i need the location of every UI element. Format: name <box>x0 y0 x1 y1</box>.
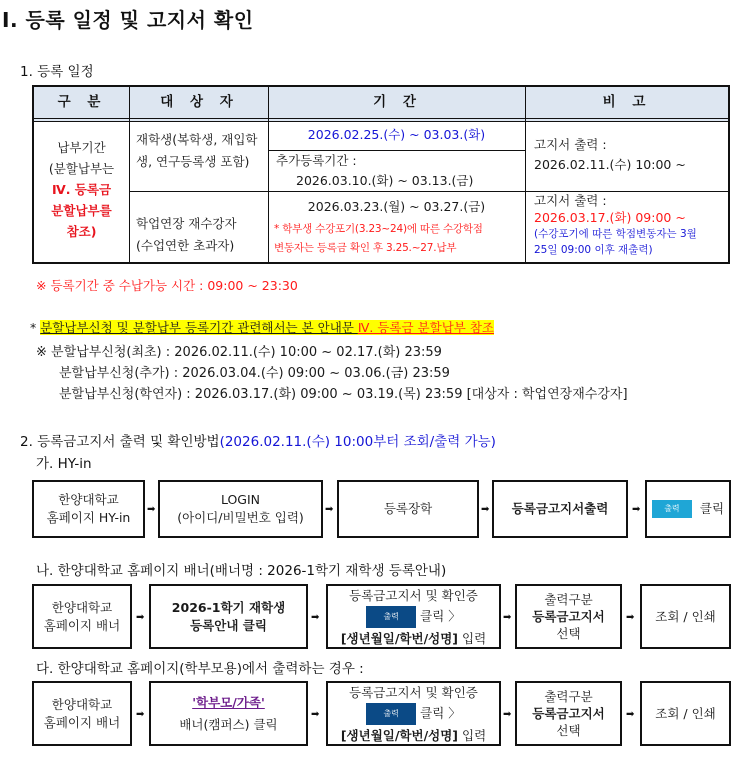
step-text: [생년월일/학번/성명] <box>340 630 459 646</box>
parent-family-banner-link[interactable]: '학부모/가족' <box>192 694 265 710</box>
schedule-table <box>32 85 730 264</box>
step-text: 출력구분 <box>544 592 593 607</box>
row1-note <box>534 135 724 175</box>
step-text: 한양대학교 <box>58 492 119 507</box>
period-note-text: 변동자는 등록금 확인 후 3.25.~27.납부 <box>274 242 457 254</box>
flow-a-step-3 <box>337 480 479 538</box>
target-text: (수업연한 초과자) <box>136 238 235 253</box>
step-text: [생년월일/학번/성명] <box>340 727 459 743</box>
installment-line: 분할납부신청(학연자) : 2026.03.17.(화) 09:00 ~ 03.19.(목) 23:59 [대상자 : 학업연장재수강자] <box>59 387 628 402</box>
flow-c-step-1 <box>32 681 132 746</box>
row1-period-main: 2026.02.25.(수) ~ 03.03.(화) <box>307 127 486 142</box>
note-text: 고지서 출력 : <box>534 137 607 152</box>
flow-c-step-3 <box>326 681 501 746</box>
flow-b-step-4 <box>515 584 622 649</box>
note-text: 2026.02.11.(수) 10:00 ~ <box>534 157 686 172</box>
arrow-right-icon: ➡ <box>147 504 156 515</box>
target-text: 재학생(복학생, 재입학 <box>136 132 258 147</box>
row2-target <box>136 213 266 257</box>
arrow-right-icon: ➡ <box>503 709 512 720</box>
note-text: (수강포기에 따른 학점변동자는 3월 <box>534 228 697 240</box>
print-button[interactable]: 출력 <box>366 606 416 628</box>
payment-hours-note: ※ 등록기간 중 수납가능 시간 : 09:00 ~ 23:30 <box>36 278 298 293</box>
section-2-heading <box>20 430 496 450</box>
installment-line: 분할납부신청(추가) : 2026.03.04.(수) 09:00 ~ 03.06.(금) 23:59 <box>59 366 450 381</box>
arrow-right-icon: ➡ <box>626 709 635 720</box>
arrow-right-icon: ➡ <box>325 504 334 515</box>
step-text: 등록안내 클릭 <box>190 617 267 633</box>
step-text: 홈페이지 배너 <box>43 617 121 633</box>
installment-ref: Ⅳ. 등록금 분할납부 참조 <box>357 320 494 335</box>
note-text: 25일 09:00 이후 재출력) <box>534 244 653 256</box>
step-text: 조회 / 인쇄 <box>655 705 716 721</box>
row1-extra-label: 추가등록기간 : <box>276 153 357 168</box>
note-text: 고지서 출력 : <box>534 193 607 208</box>
step-text: 등록금고지서출력 <box>511 501 609 516</box>
method-a-label: 가. HY-in <box>36 456 92 472</box>
flow-b-step-3 <box>326 584 501 649</box>
step-text: 입력 <box>458 630 487 646</box>
header-period: 기 간 <box>373 94 422 110</box>
flow-c-step-4 <box>515 681 622 746</box>
step-text: 한양대학교 <box>51 599 113 615</box>
note-date: 2026.03.17.(화) 09:00 ~ <box>534 210 686 225</box>
flow-b-step-2 <box>149 584 308 649</box>
flow-c-step-2 <box>149 681 308 746</box>
period-note-text: * 학부생 수강포기(3.23~24)에 따른 수강학점 <box>274 223 483 235</box>
method-b-label: 나. 한양대학교 홈페이지 배너(배너명 : 2026-1학기 재학생 등록안내) <box>36 563 447 579</box>
step-text: 선택 <box>556 626 581 641</box>
step-text: 조회 / 인쇄 <box>655 608 716 624</box>
step-text: 2026-1학기 재학생 <box>171 599 286 615</box>
step-text: 홈페이지 HY-in <box>46 510 131 525</box>
method-c-label: 다. 한양대학교 홈페이지(학부모용)에서 출력하는 경우 : <box>36 661 364 677</box>
step-text: 홈페이지 배너 <box>43 714 121 730</box>
arrow-right-icon: ➡ <box>311 709 320 720</box>
arrow-right-icon: ➡ <box>626 612 635 623</box>
table-header-row <box>34 87 728 122</box>
category-cell <box>34 137 129 242</box>
step-text: 출력구분 <box>544 689 593 704</box>
step-text: 선택 <box>556 723 581 738</box>
arrow-right-icon: ➡ <box>136 709 145 720</box>
row2-period-note <box>274 220 524 258</box>
step-text: 클릭 〉 <box>420 608 461 623</box>
step-text: 클릭 <box>699 501 725 516</box>
arrow-right-icon: ➡ <box>503 612 512 623</box>
col-divider <box>525 87 526 262</box>
print-button[interactable]: 출력 <box>652 500 692 518</box>
section-2-note: (2026.02.11.(수) 10:00부터 조회/출력 가능) <box>219 434 496 450</box>
step-text: 배너(캠퍼스) 클릭 <box>179 716 278 732</box>
col-divider <box>268 87 269 262</box>
flow-b-step-1 <box>32 584 132 649</box>
row2-period-main: 2026.03.23.(월) ~ 03.27.(금) <box>307 199 486 214</box>
header-category: 구 분 <box>57 94 107 110</box>
row1-extra-period: 2026.03.10.(화) ~ 03.13.(금) <box>296 173 474 188</box>
step-text: 등록금고지서 및 확인증 <box>349 684 478 700</box>
arrow-right-icon: ➡ <box>311 612 320 623</box>
print-button[interactable]: 출력 <box>366 703 416 725</box>
installment-notice <box>30 318 494 336</box>
flow-a-step-2 <box>158 480 323 538</box>
row2-note <box>534 192 726 258</box>
step-text: (아이디/비밀번호 입력) <box>177 510 304 525</box>
step-text: 한양대학교 <box>51 696 113 712</box>
flow-b-step-5 <box>640 584 731 649</box>
category-ref: Ⅳ. 등록금 <box>51 182 112 197</box>
category-ref: 분할납부를 <box>51 203 112 218</box>
arrow-right-icon: ➡ <box>136 612 145 623</box>
category-line: (분할납부는 <box>48 161 115 176</box>
arrow-right-icon: ➡ <box>481 504 490 515</box>
step-text: 등록장학 <box>383 501 433 516</box>
category-ref: 참조) <box>66 224 97 239</box>
step-text: LOGIN <box>220 492 261 507</box>
row1-target <box>136 129 266 173</box>
step-text: 등록금고지서 및 확인증 <box>349 587 478 603</box>
target-text: 생, 연구등록생 포함) <box>136 154 250 169</box>
header-note: 비 고 <box>602 94 652 110</box>
flow-a-step-1 <box>32 480 145 538</box>
col-divider <box>129 87 130 262</box>
step-text: 등록금고지서 <box>532 609 605 624</box>
section-2-title: 2. 등록금고지서 출력 및 확인방법 <box>20 434 220 450</box>
step-text: 등록금고지서 <box>532 706 605 721</box>
header-target: 대 상 자 <box>160 94 239 110</box>
flow-c-step-5 <box>640 681 731 746</box>
step-text: 클릭 〉 <box>420 705 461 720</box>
step-text: 입력 <box>458 727 487 743</box>
installment-line: ※ 분할납부신청(최초) : 2026.02.11.(수) 10:00 ~ 02.17.(화) 23:59 <box>36 345 442 360</box>
page-title: Ⅰ. 등록 일정 및 고지서 확인 <box>2 8 254 32</box>
flow-a-step-5 <box>645 480 731 538</box>
bullet: * <box>30 320 41 335</box>
category-line: 납부기간 <box>57 140 106 155</box>
flow-a-step-4 <box>492 480 628 538</box>
installment-schedule <box>36 342 628 405</box>
target-text: 학업연장 재수강자 <box>136 216 237 231</box>
arrow-right-icon: ➡ <box>632 504 641 515</box>
installment-notice-text: 분할납부신청 및 분할납부 등록기간 관련해서는 본 안내문 <box>40 320 358 335</box>
section-1-heading: 1. 등록 일정 <box>20 64 94 80</box>
